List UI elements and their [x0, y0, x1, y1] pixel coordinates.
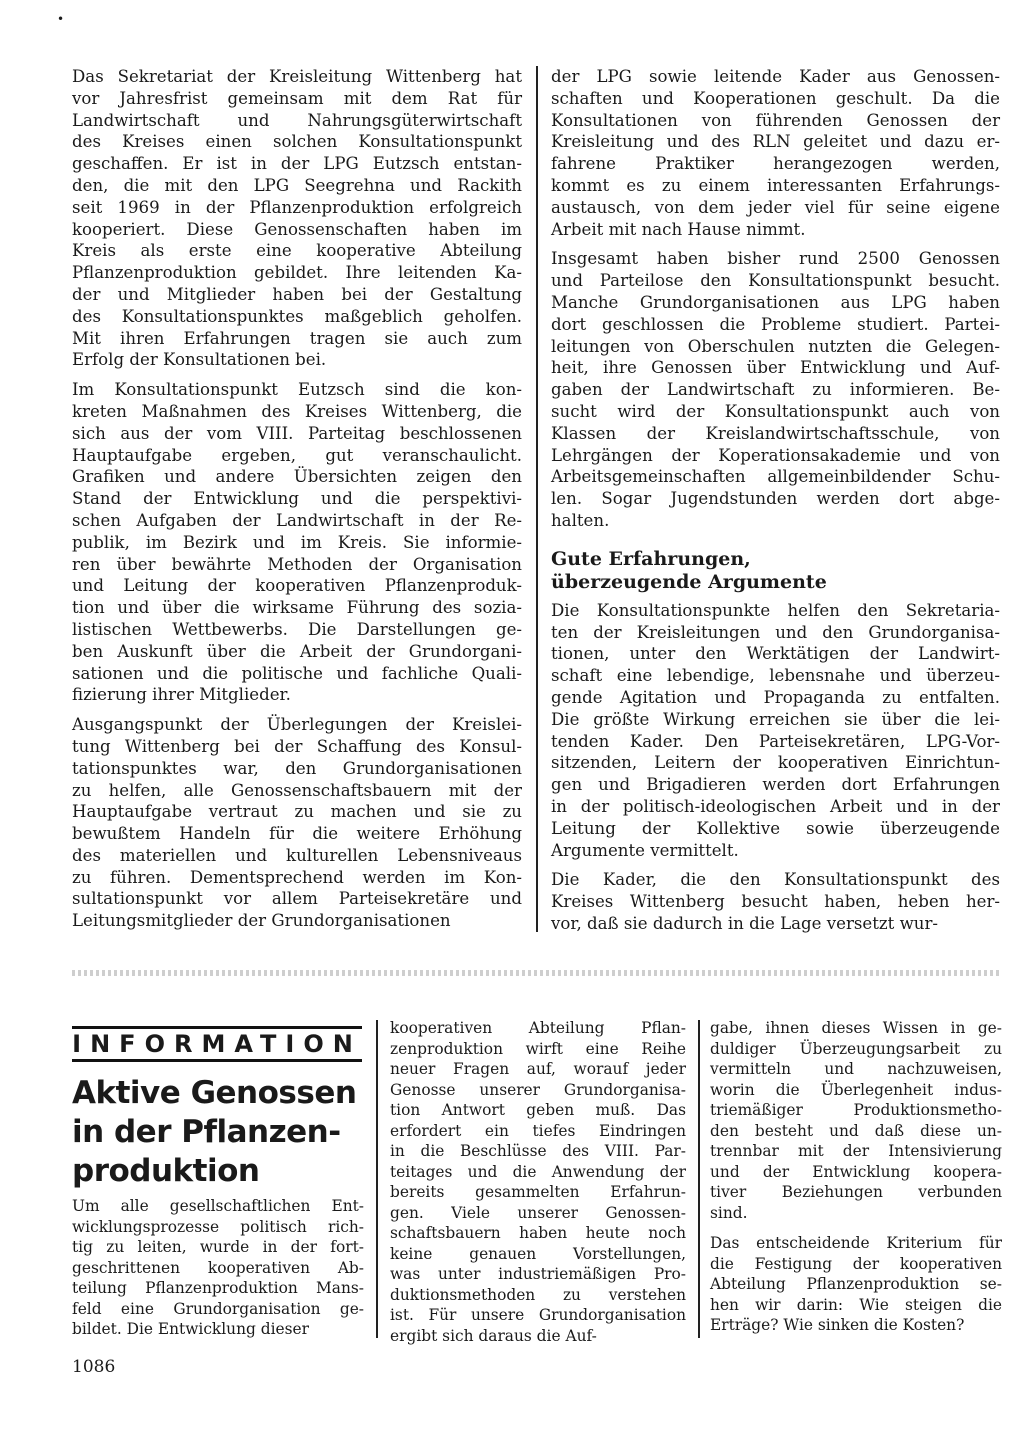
- text-line: teilung Pflanzenproduktion Mans-: [72, 1279, 364, 1297]
- paragraph: [551, 248, 1000, 531]
- text-line: und Leitung der kooperativen Pflanzenproduk-: [72, 576, 522, 596]
- text-line: fahrene Praktiker herangezogen werden,: [551, 154, 1000, 174]
- text-line: Das Sekretariat der Kreisleitung Wittenberg hat: [72, 67, 522, 86]
- subheading-line: überzeugende Argumente: [551, 570, 827, 593]
- column-divider: [376, 1020, 378, 1338]
- text-line: tiver Beziehungen verbunden: [710, 1183, 1002, 1201]
- text-line: zu führen. Dementsprechend werden im Kon-: [72, 867, 522, 887]
- text-line: Kreis als erste eine kooperative Abteilung: [72, 241, 522, 261]
- text-line: Arbeitsgemeinschaften allgemeinbildender Schu-: [551, 467, 1000, 487]
- text-line: Leitungsmitglieder der Grundorganisationen: [72, 911, 451, 931]
- text-line: ren über bewährte Methoden der Organisation: [72, 554, 522, 574]
- text-line: Insgesamt haben bisher rund 2500 Genossen: [551, 249, 1000, 269]
- info-headline: [72, 1074, 372, 1191]
- text-line: tenden Kader. Den Parteisekretären, LPG-Vor-: [551, 731, 1000, 751]
- section-subheading: [551, 548, 1000, 594]
- text-line: sind.: [710, 1203, 748, 1222]
- text-line: tion Antwort geben muß. Das: [390, 1101, 686, 1119]
- text-line: publik, im Bezirk und im Kreis. Sie informie-: [72, 532, 522, 552]
- column-divider: [698, 1020, 700, 1338]
- text-line: gen. Viele unserer Genossen-: [390, 1203, 686, 1222]
- text-line: zenproduktion wirft eine Reihe: [390, 1039, 686, 1058]
- text-line: des materiellen und kulturellen Lebensniveaus: [72, 845, 522, 865]
- paragraph: [551, 66, 1000, 240]
- text-line: erfordert ein tiefes Eindringen: [390, 1121, 686, 1140]
- text-line: gen und Brigadieren werden dort Erfahrungen: [551, 775, 1000, 795]
- text-line: Arbeit mit nach Hause nimmt.: [551, 219, 806, 239]
- text-line: Kreises Wittenberg besucht haben, heben her-: [551, 892, 1000, 912]
- text-line: Leitung der Kollektive sowie überzeugende: [551, 818, 1000, 838]
- text-line: trennbar mit der Intensivierung: [710, 1142, 1002, 1160]
- text-line: vor Jahresfrist gemeinsam mit dem Rat für: [72, 88, 522, 108]
- text-line: Das entscheidende Kriterium für: [710, 1234, 1002, 1252]
- text-line: sationen und die politische und fachliche Quali-: [72, 663, 522, 683]
- text-line: bewußtem Handeln für die weitere Erhöhung: [72, 824, 522, 844]
- text-line: bereits gesammelten Erfahrun-: [390, 1183, 686, 1201]
- text-line: kooperiert. Diese Genossenschaften haben im: [72, 219, 522, 239]
- paragraph: [551, 600, 1000, 862]
- article-column-right: [551, 66, 1000, 943]
- text-line: des Konsultationspunktes maßgeblich geholfen.: [72, 306, 522, 326]
- text-line: neuer Fragen auf, worauf jeder: [390, 1060, 686, 1078]
- text-line: Konsultationen von führenden Genossen der: [551, 110, 1000, 130]
- paragraph: [72, 714, 522, 932]
- subheading-line: Gute Erfahrungen,: [551, 547, 751, 570]
- text-line: sucht wird der Konsultationspunkt auch von: [551, 401, 1000, 421]
- page-number: 1086: [72, 1357, 116, 1377]
- text-line: der LPG sowie leitende Kader aus Genossen-: [551, 67, 1000, 86]
- text-line: ben Auskunft über die Arbeit der Grundorgani-: [72, 641, 522, 661]
- text-line: Im Konsultationspunkt Eutzsch sind die kon-: [72, 380, 522, 400]
- text-line: den, die mit den LPG Seegrehna und Rackith: [72, 175, 522, 195]
- text-line: kreten Maßnahmen des Kreises Wittenberg, die: [72, 401, 522, 421]
- text-line: kommt es zu einem interessanten Erfahrungs-: [551, 175, 1000, 195]
- text-line: in die Beschlüsse des VIII. Par-: [390, 1142, 686, 1160]
- text-line: Argumente vermittelt.: [551, 840, 739, 860]
- text-line: sitzenden, Leitern der kooperativen Einrichtun-: [551, 753, 1000, 773]
- text-line: der und Mitglieder haben bei der Gestaltung: [72, 284, 522, 304]
- text-line: fizierung ihrer Mitglieder.: [72, 685, 291, 705]
- text-line: ist. Für unsere Grundorganisation: [390, 1306, 686, 1324]
- text-line: listischen Wettbewerbs. Die Darstellungen ge-: [72, 619, 522, 639]
- text-line: und Parteilose den Konsultationspunkt besucht.: [551, 271, 1000, 291]
- text-line: tion und über die wirksame Führung des sozia-: [72, 598, 522, 618]
- text-line: feld eine Grundorganisation ge-: [72, 1299, 364, 1318]
- text-line: den besteht und daß diese un-: [710, 1121, 1002, 1140]
- paragraph: [72, 379, 522, 706]
- text-line: zu helfen, alle Genossenschaftsbauern mit der: [72, 780, 522, 800]
- text-line: kooperativen Abteilung Pflan-: [390, 1019, 686, 1037]
- text-line: Manche Grundorganisationen aus LPG haben: [551, 292, 1000, 312]
- text-line: Stand der Entwicklung und die perspektivi-: [72, 489, 522, 509]
- text-line: schaften und Kooperationen geschult. Da die: [551, 88, 1000, 108]
- headline-line: Aktive Genossen: [72, 1075, 357, 1111]
- text-line: vor, daß sie dadurch in die Lage versetzt wur-: [551, 913, 938, 933]
- text-line: leitungen von Oberschulen nutzten die Gelegen-: [551, 336, 1000, 356]
- text-line: was unter industriemäßigen Pro-: [390, 1265, 686, 1283]
- text-line: Abteilung Pflanzenproduktion se-: [710, 1275, 1002, 1293]
- text-line: die Festigung der kooperativen: [710, 1254, 1002, 1273]
- text-line: tung Wittenberg bei der Schaffung des Konsul-: [72, 736, 522, 756]
- paragraph: [710, 1018, 1002, 1223]
- text-line: keine genauen Vorstellungen,: [390, 1244, 686, 1263]
- paragraph: [551, 869, 1000, 934]
- text-line: hen wir darin: Wie steigen die: [710, 1295, 1002, 1314]
- text-line: in der politisch-ideologischen Arbeit und in der: [551, 796, 1000, 816]
- text-line: Grafiken und andere Übersichten zeigen den: [72, 467, 522, 487]
- text-line: Pflanzenproduktion gebildet. Ihre leitenden Ka-: [72, 263, 522, 283]
- column-divider: [536, 66, 538, 932]
- text-line: Hauptaufgabe ergeben, gut veranschaulicht.: [72, 445, 522, 465]
- text-line: duktionsmethoden zu verstehen: [390, 1285, 686, 1304]
- text-line: len. Sogar Jugendstunden werden dort abge-: [551, 489, 1000, 509]
- text-line: Mit ihren Erfahrungen tragen sie auch zum: [72, 328, 522, 348]
- text-line: und der Entwicklung koopera-: [710, 1162, 1002, 1181]
- paragraph: [390, 1018, 686, 1346]
- text-line: heit, ihre Genossen über Entwicklung und Auf-: [551, 358, 1000, 378]
- text-line: Erträge? Wie sinken die Kosten?: [710, 1316, 965, 1334]
- text-line: austausch, von dem jeder viel für seine eigene: [551, 197, 1000, 217]
- text-line: Die Konsultationspunkte helfen den Sekretaria-: [551, 600, 1000, 620]
- information-label: INFORMATION: [72, 1026, 362, 1062]
- text-line: ten der Kreisleitungen und den Grundorganisa-: [551, 622, 1000, 642]
- text-line: gende Agitation und Propaganda zu entfalten.: [551, 687, 1000, 707]
- text-line: gaben der Landwirtschaft zu informieren. Be-: [551, 380, 1000, 400]
- section-divider: [72, 970, 1000, 976]
- text-line: tionen, unter den Werktätigen der Landwirt-: [551, 644, 1000, 664]
- text-line: Genosse unserer Grundorganisa-: [390, 1080, 686, 1099]
- text-line: dort geschlossen die Probleme studiert. Partei-: [551, 314, 1000, 334]
- text-line: schen Aufgaben der Landwirtschaft in der Re-: [72, 510, 522, 530]
- text-line: des Kreises einen solchen Konsultationspunkt: [72, 132, 522, 152]
- text-line: tig zu leiten, wurde in der fort-: [72, 1238, 364, 1256]
- headline-line: in der Pflanzen-: [72, 1114, 341, 1150]
- text-line: bildet. Die Entwicklung dieser: [72, 1320, 309, 1338]
- text-line: Die Kader, die den Konsultationspunkt des: [551, 870, 1000, 890]
- text-line: Hauptaufgabe vertraut zu machen und sie zu: [72, 802, 522, 822]
- text-line: triemäßiger Produktionsmetho-: [710, 1101, 1002, 1119]
- text-line: geschaffen. Er ist in der LPG Eutzsch entstan-: [72, 154, 522, 174]
- text-line: tationspunktes war, den Grundorganisationen: [72, 758, 522, 778]
- article-column-left: [72, 66, 522, 940]
- text-line: wicklungsprozesse politisch rich-: [72, 1217, 364, 1236]
- info-column-3: [710, 1018, 1002, 1346]
- text-line: sich aus der vom VIII. Parteitag beschlossenen: [72, 423, 522, 443]
- text-line: Klassen der Kreislandwirtschaftsschule, von: [551, 423, 1000, 443]
- text-line: schaft eine lebendige, lebensnahe und überzeu-: [551, 666, 1000, 686]
- text-line: Um alle gesellschaftlichen Ent-: [72, 1197, 364, 1215]
- text-line: vermitteln und nachzuweisen,: [710, 1060, 1002, 1078]
- paragraph: [710, 1233, 1002, 1336]
- text-line: halten.: [551, 510, 610, 530]
- headline-line: produktion: [72, 1153, 260, 1189]
- text-line: Erfolg der Konsultationen bei.: [72, 350, 327, 370]
- text-line: Die größte Wirkung erreichen sie über die lei-: [551, 709, 1000, 729]
- text-line: worin die Überlegenheit indus-: [710, 1080, 1002, 1099]
- text-line: geschrittenen kooperativen Ab-: [72, 1258, 364, 1277]
- text-line: ergibt sich daraus die Auf-: [390, 1326, 597, 1345]
- text-line: seit 1969 in der Pflanzenproduktion erfolgreich: [72, 197, 522, 217]
- corner-mark: •: [57, 12, 65, 26]
- info-column-1: [72, 1196, 364, 1350]
- text-line: teitages und die Anwendung der: [390, 1162, 686, 1181]
- text-line: schaftsbauern haben heute noch: [390, 1224, 686, 1242]
- info-column-2: [390, 1018, 686, 1356]
- text-line: gabe, ihnen dieses Wissen in ge-: [710, 1019, 1002, 1037]
- text-line: Landwirtschaft und Nahrungsgüterwirtschaft: [72, 110, 522, 130]
- text-line: sultationspunkt vor allem Parteisekretäre und: [72, 889, 522, 909]
- text-line: duldiger Überzeugungsarbeit zu: [710, 1039, 1002, 1058]
- paragraph: [72, 66, 522, 371]
- paragraph: [72, 1196, 364, 1340]
- text-line: Kreisleitung und des RLN geleitet und dazu er-: [551, 132, 1000, 152]
- text-line: Lehrgängen der Koperationsakademie und von: [551, 445, 1000, 465]
- text-line: Ausgangspunkt der Überlegungen der Kreislei-: [72, 715, 522, 735]
